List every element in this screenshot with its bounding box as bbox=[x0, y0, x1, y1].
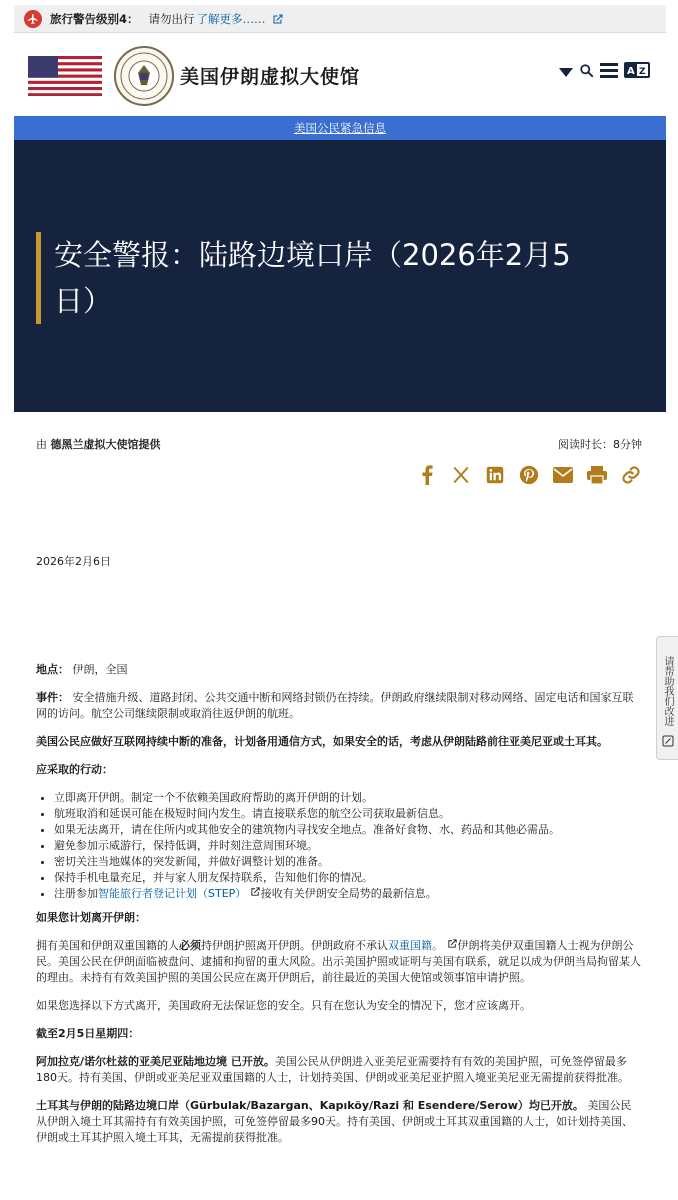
svg-text:A: A bbox=[627, 66, 635, 77]
as-of-text: 截至2月5日星期四： bbox=[36, 1027, 140, 1040]
turkey-text: 美国公民从伊朗入境土耳其需持有有效美国护照，可免签停留最多90天。持有美国、伊朗或土耳其双重国籍的人士，如计划持美国、伊朗或土耳其护照入境土耳其，无需提前获得批准。 bbox=[36, 1099, 633, 1144]
emergency-info-link[interactable]: 美国公民紧急信息 bbox=[294, 121, 386, 135]
event-label: 事件： bbox=[36, 691, 69, 704]
armenia-bold: 阿加拉克/诺尔杜兹的亚美尼亚陆地边境 已开放。 bbox=[36, 1055, 275, 1068]
print-icon[interactable] bbox=[586, 464, 608, 486]
dual-nationality-link[interactable]: 双重国籍。 bbox=[388, 939, 443, 952]
dual-text-3: 伊朗将美伊双重国籍人士视为伊朗公民。美国公民在伊朗面临被盘问、逮捕和拘留的重大风险。出示美国护照或证明与美国有联系，就足以成为伊朗当局拘留某人的理由。未持有有效美国护照的美国公民应在离开伊朗后，前往最近的美国大使馆或领事馆申请护照。 bbox=[36, 939, 641, 984]
external-link-icon bbox=[447, 939, 458, 952]
us-flag-icon bbox=[28, 56, 102, 96]
advisory-level-label: 旅行警告级别4： bbox=[50, 11, 139, 26]
warning-text: 美国公民应做好互联网持续中断的准备，计划备用通信方式，如果安全的话，考虑从伊朗陆路前往亚美尼亚或土耳其。 bbox=[36, 735, 608, 748]
read-time: 阅读时长：8分钟 bbox=[558, 438, 642, 451]
translate-icon[interactable] bbox=[624, 62, 650, 82]
actions-heading bbox=[36, 762, 642, 778]
x-icon[interactable] bbox=[450, 464, 472, 486]
email-icon[interactable] bbox=[552, 464, 574, 486]
site-header bbox=[14, 42, 666, 112]
linkedin-icon[interactable] bbox=[484, 464, 506, 486]
actions-list bbox=[54, 790, 642, 902]
page-title: 安全警报：陆路边境口岸（2026年2月5日） bbox=[54, 238, 571, 318]
leaving-heading bbox=[36, 910, 642, 926]
search-icon[interactable] bbox=[579, 63, 594, 82]
turkey-paragraph bbox=[36, 1098, 642, 1146]
event-text: 安全措施升级、道路封闭、公共交通中断和网络封锁仍在持续。伊朗政府继续限制对移动网络、固定电话和国家互联网的访问。航空公司继续限制或取消往返伊朗的航班。 bbox=[36, 691, 634, 720]
feedback-tab[interactable] bbox=[656, 636, 678, 760]
leaving-heading-text: 如果您计划离开伊朗： bbox=[36, 911, 146, 924]
pinterest-icon[interactable] bbox=[518, 464, 540, 486]
list-item: • 避免参加示威游行，保持低调，并时刻注意周围环境。 bbox=[54, 838, 642, 854]
turkey-bold: 土耳其与伊朗的陆路边境口岸（Gürbulak/Bazargan、Kapıköy/Razi 和 Esendere/Serow）均已开放。 bbox=[36, 1099, 584, 1112]
link-icon[interactable] bbox=[620, 464, 642, 486]
menu-icon[interactable] bbox=[600, 63, 618, 82]
list-item bbox=[54, 886, 642, 902]
step-suffix: 接收有关伊朗安全局势的最新信息。 bbox=[260, 887, 437, 900]
location-value: 伊朗，全国 bbox=[72, 663, 128, 676]
byline bbox=[36, 436, 161, 452]
location-line bbox=[36, 662, 642, 678]
byline-prefix: 由 bbox=[36, 438, 47, 451]
as-of-heading bbox=[36, 1026, 642, 1042]
armenia-paragraph bbox=[36, 1054, 642, 1086]
safety-note: 如果您选择以下方式离开，美国政府无法保证您的安全。只有在您认为安全的情况下，您才应该离开。 bbox=[36, 999, 531, 1012]
external-link-icon bbox=[250, 887, 261, 900]
article-body bbox=[36, 662, 642, 1158]
hero-banner bbox=[14, 140, 666, 412]
share-bar bbox=[416, 464, 642, 486]
caret-down-icon[interactable] bbox=[559, 63, 573, 82]
article-date: 2026年2月6日 bbox=[36, 555, 111, 568]
feedback-label: 请帮助我们改进 bbox=[662, 656, 673, 726]
location-label: 地点： bbox=[36, 663, 69, 676]
event-paragraph bbox=[36, 690, 642, 722]
emergency-info-bar bbox=[14, 116, 666, 140]
actions-heading-text: 应采取的行动： bbox=[36, 763, 113, 776]
armenia-text: 美国公民从伊朗进入亚美尼亚需要持有有效的美国护照，可免签停留最多180天。持有美国、伊朗或亚美尼亚双重国籍的人士，计划持美国、伊朗或亚美尼亚护照入境亚美尼亚无需提前获得批准。 bbox=[36, 1055, 629, 1084]
learn-more-link[interactable]: 了解更多…… bbox=[196, 11, 266, 26]
dual-national-paragraph bbox=[36, 938, 642, 986]
step-prefix: 注册参加 bbox=[54, 887, 98, 900]
dual-text-1: 拥有美国和伊朗双重国籍的人 bbox=[36, 939, 179, 952]
list-item: • 保持手机电量充足，并与家人朋友保持联系，告知他们你的情况。 bbox=[54, 870, 642, 886]
travel-advisory-bar bbox=[14, 5, 666, 33]
list-item: • 如果无法离开，请在住所内或其他安全的建筑物内寻找安全地点。准备好食物、水、药品和其他必需品。 bbox=[54, 822, 642, 838]
hero-accent-rule bbox=[36, 232, 41, 324]
list-item: • 航班取消和延误可能在极短时间内发生。请直接联系您的航空公司获取最新信息。 bbox=[54, 806, 642, 822]
byline-source: 德黑兰虚拟大使馆提供 bbox=[50, 438, 161, 451]
external-link-icon bbox=[272, 13, 284, 25]
advisory-text: 请勿出行 bbox=[148, 11, 195, 26]
embassy-seal bbox=[114, 46, 174, 106]
dual-text-2: 持伊朗护照离开伊朗。伊朗政府不承认 bbox=[201, 939, 388, 952]
list-item: • 立即离开伊朗。制定一个不依赖美国政府帮助的离开伊朗的计划。 bbox=[54, 790, 642, 806]
site-title[interactable]: 美国伊朗虚拟大使馆 bbox=[180, 66, 361, 88]
airplane-icon bbox=[24, 10, 42, 28]
warning-paragraph bbox=[36, 734, 642, 750]
step-link[interactable]: 智能旅行者登记计划（STEP） bbox=[98, 887, 247, 900]
list-item: • 密切关注当地媒体的突发新闻，并做好调整计划的准备。 bbox=[54, 854, 642, 870]
dual-must: 必须 bbox=[179, 939, 201, 952]
header-tools bbox=[559, 62, 650, 82]
facebook-icon[interactable] bbox=[416, 464, 438, 486]
svg-text:Z: Z bbox=[639, 67, 646, 77]
feedback-icon bbox=[662, 732, 674, 751]
